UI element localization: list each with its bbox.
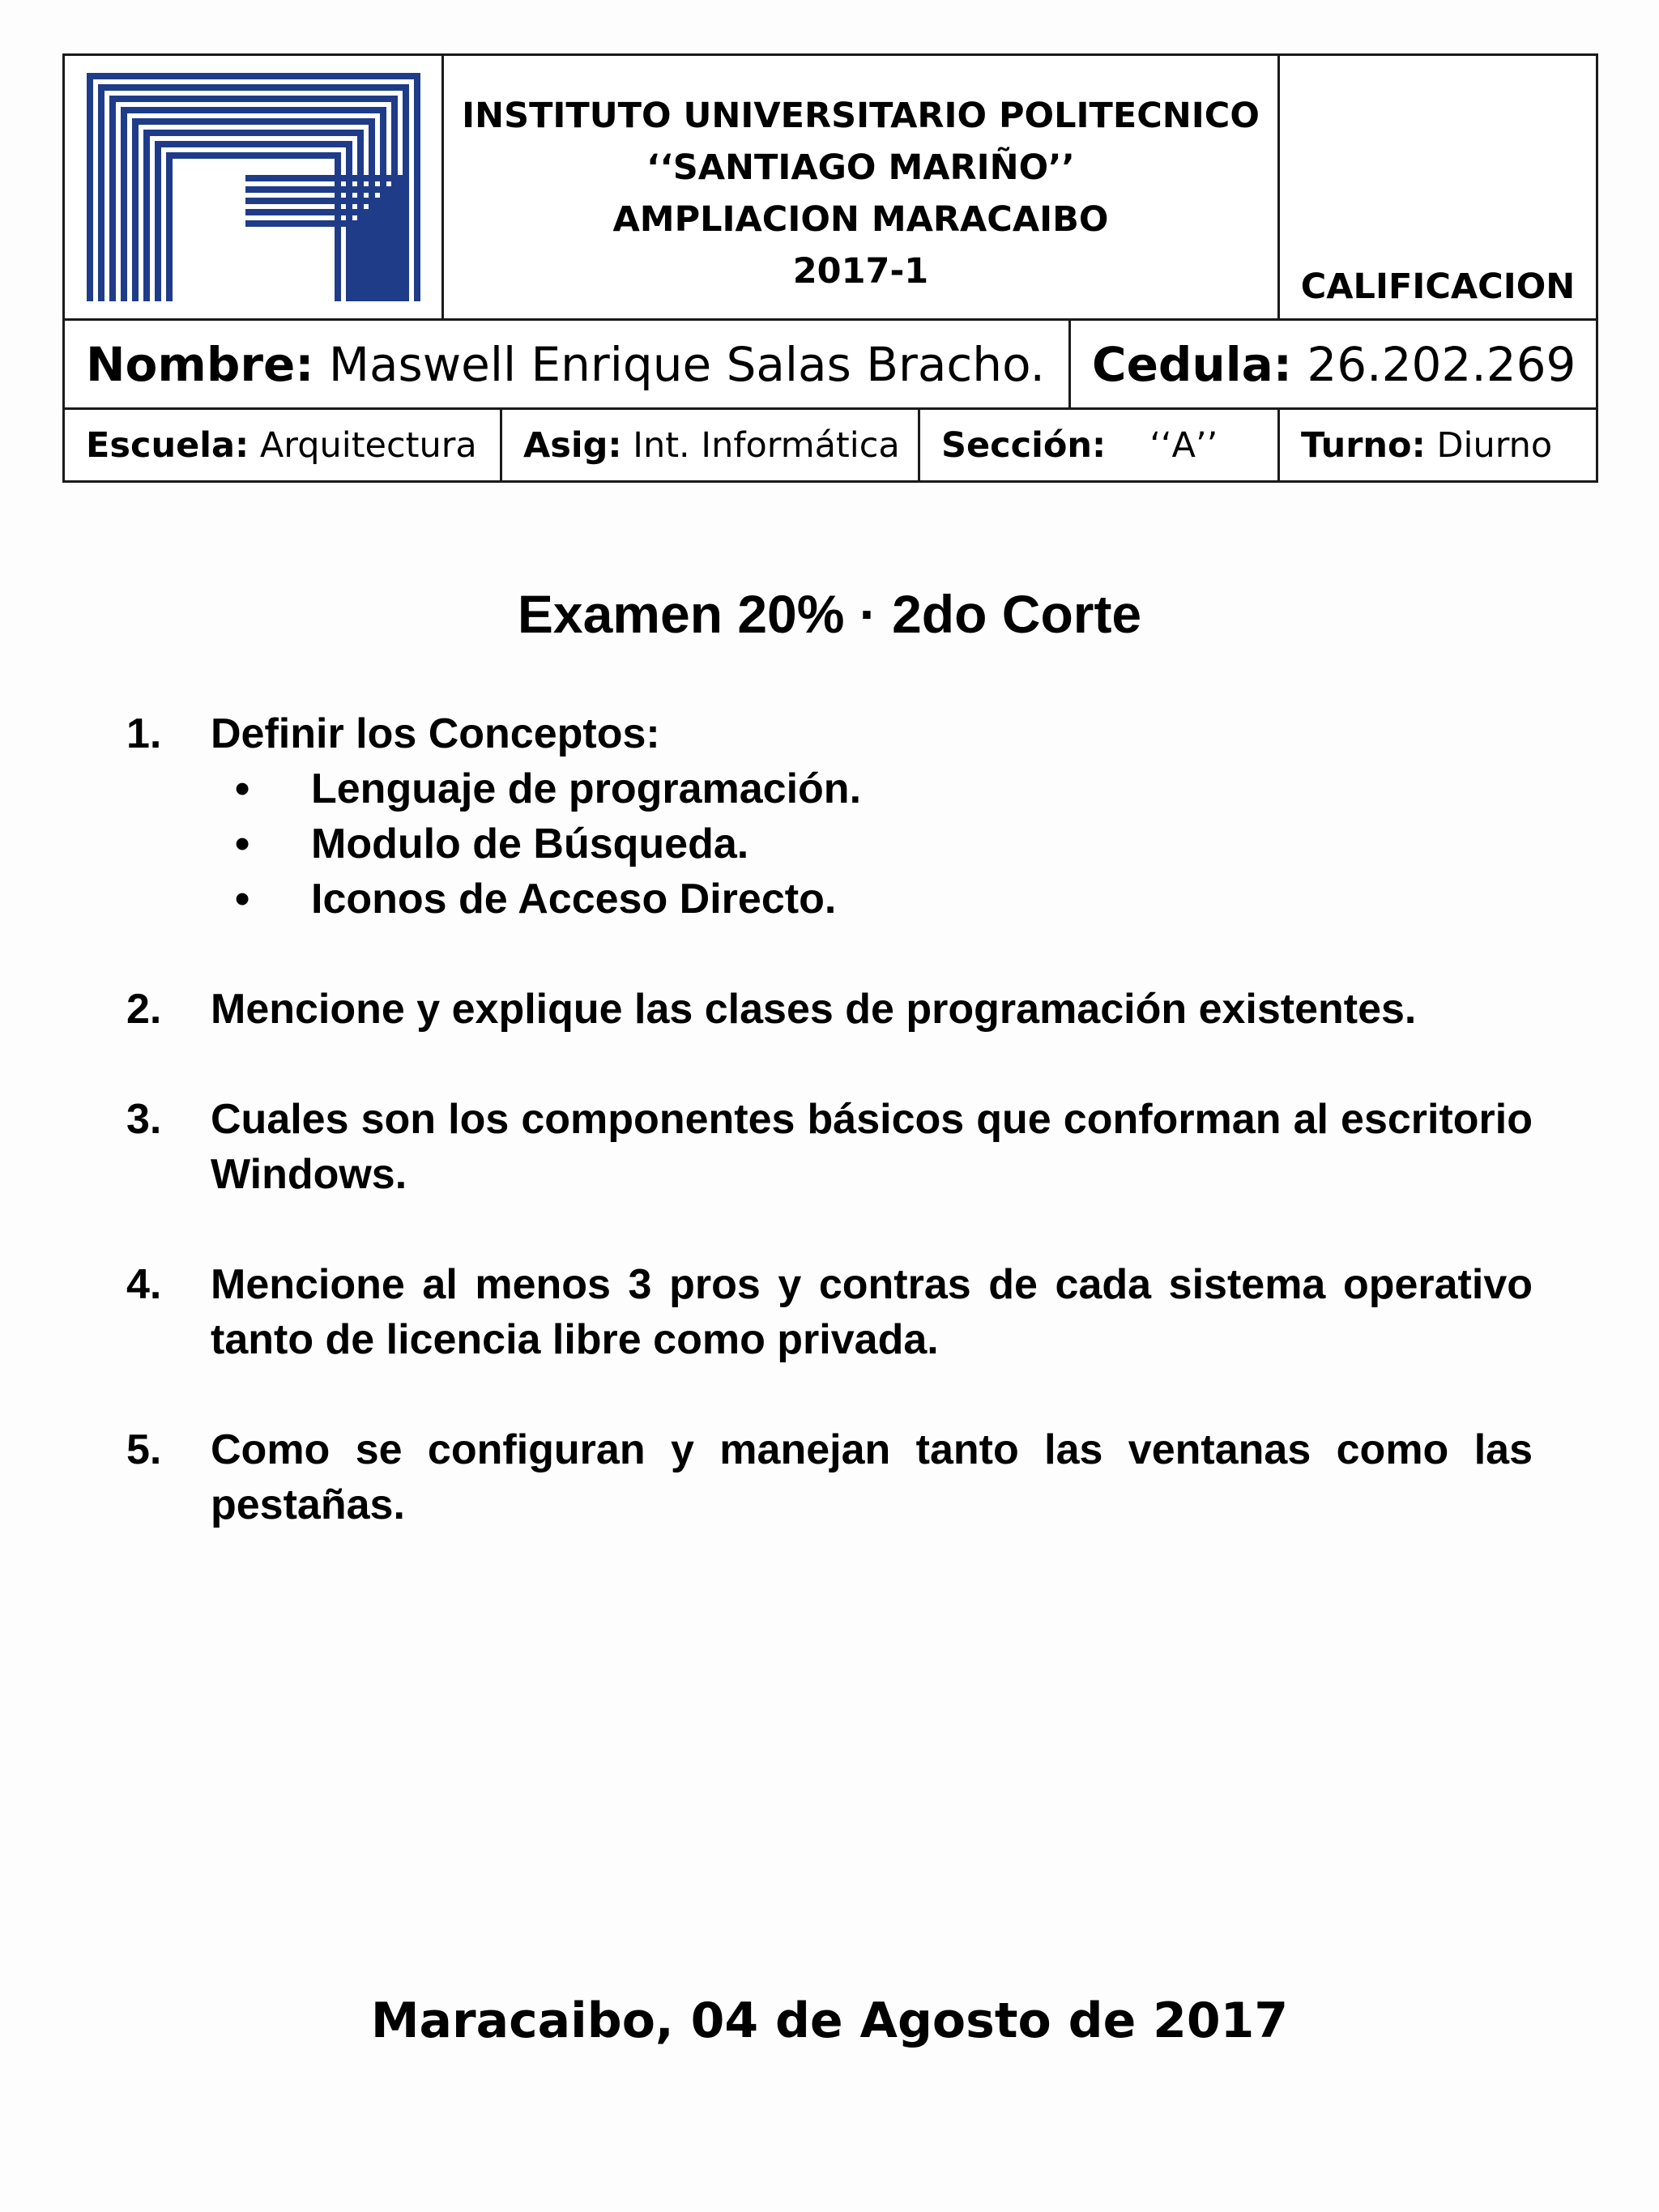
concept-item [211,816,1533,872]
question-item [126,1422,1533,1532]
school-value: Arquitectura [249,424,477,466]
iusm-logo-icon [87,73,420,301]
question-item [126,1092,1533,1202]
school-cell [65,410,502,480]
bullet-icon: • [235,820,250,867]
grade-box [1280,56,1596,318]
institute-line-1: INSTITUTO UNIVERSITARIO POLITECNICO [462,96,1260,136]
shift-label: Turno: [1301,424,1426,466]
section-label: Sección: [941,424,1107,466]
question-number: 5. [126,1426,162,1473]
concept-item [211,761,1533,816]
institute-name-block [444,56,1280,318]
question-item [126,706,1533,927]
question-1-text: Definir los Conceptos: [211,710,660,757]
exam-header-table [62,53,1598,483]
subject-value: Int. Informática [621,424,900,466]
question-number: 4. [126,1261,162,1308]
name-cell [65,321,1071,407]
institute-line-3: AMPLIACION MARACAIBO [612,199,1109,240]
institute-line-2: ‘‘SANTIAGO MARIÑO’’ [646,147,1075,188]
question-text: Como se configuran y manejan tanto las ventanas como las pestañas. [211,1426,1533,1528]
concept-item [211,872,1533,927]
section-cell [920,410,1280,480]
header-row-institute [65,56,1596,318]
grade-label: CALIFICACION [1300,266,1576,307]
question-list [126,706,1533,1588]
subject-cell [502,410,920,480]
id-cell [1071,321,1596,407]
question-text [211,706,1533,927]
logo-cell [65,56,444,318]
concept-text: Lenguaje de programación. [311,765,862,812]
subject-label: Asig: [523,424,622,466]
shift-cell [1280,410,1596,480]
section-value: ‘‘A’’ [1149,424,1218,466]
question-text: Mencione al menos 3 pros y contras de cada sistema operativo tanto de licencia libre como privada. [211,1261,1533,1363]
institute-line-4: 2017-1 [792,251,929,292]
concept-text: Iconos de Acceso Directo. [311,876,837,923]
exam-date: Maracaibo, 04 de Agosto de 2017 [370,1993,1289,2049]
header-row-student [65,318,1596,407]
exam-title: Examen 20% · 2do Corte [517,584,1142,644]
concept-list [211,761,1533,927]
question-number: 3. [126,1096,162,1143]
id-label: Cedula: [1092,336,1292,392]
question-number: 2. [126,986,162,1033]
concept-text: Modulo de Búsqueda. [311,820,749,867]
question-text: Mencione y explique las clases de programación existentes. [211,986,1417,1033]
school-label: Escuela: [86,424,249,466]
question-item [126,1257,1533,1367]
question-text: Cuales son los componentes básicos que conforman al escritorio Windows. [211,1096,1533,1198]
bullet-icon: • [235,765,250,812]
bullet-icon: • [235,876,250,923]
question-item [126,982,1533,1037]
name-value: Maswell Enrique Salas Bracho. [313,336,1045,392]
shift-value: Diurno [1425,424,1553,466]
header-row-course [65,407,1596,480]
name-label: Nombre: [86,336,314,392]
question-number: 1. [126,710,162,757]
id-value: 26.202.269 [1291,336,1576,392]
